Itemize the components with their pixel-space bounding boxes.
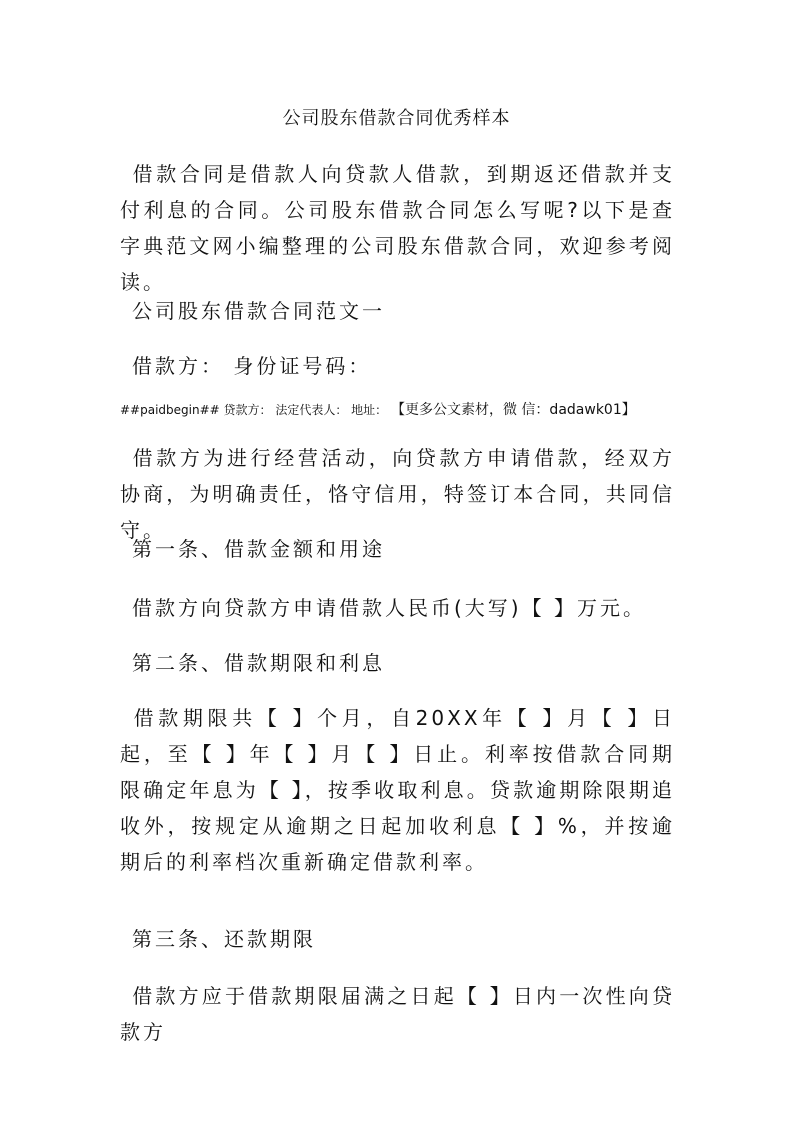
article3-heading: [120, 921, 675, 957]
intro-text: 借款合同是借款人向贷款人借款，到期返还借款并支付利息的合同。公司股东借款合同怎么写呢?以下是查字典范文网小编整理的公司股东借款合同，欢迎参考阅读。: [120, 162, 675, 294]
article1-body: [120, 590, 675, 626]
lender-line-left: ##paidbegin## 贷款方： 法定代表人： 地址：: [120, 403, 388, 417]
section-heading-text: 公司股东借款合同范文一: [132, 299, 385, 323]
article2-heading: [120, 645, 675, 681]
article1-body-text: 借款方向贷款方申请借款人民币(大写)【 】万元。: [132, 596, 646, 620]
article1-heading: [120, 531, 675, 567]
lender-line: [120, 400, 680, 420]
document-title: 公司股东借款合同优秀样本: [282, 108, 511, 129]
intro-paragraph: [120, 156, 675, 300]
lender-line-right: 【更多公文素材，微 信：dadawk01】: [390, 402, 636, 418]
article1-heading-text: 第一条、借款金额和用途: [132, 537, 385, 561]
article3-body-text: 借款方应于借款期限届满之日起【 】日内一次性向贷款方: [120, 984, 675, 1044]
article2-heading-text: 第二条、借款期限和利息: [132, 651, 385, 675]
section-heading: [120, 293, 675, 329]
borrower-line-text: 借款方： 身份证号码：: [132, 354, 372, 378]
article3-body: [120, 978, 675, 1050]
purpose-text: 借款方为进行经营活动，向贷款方申请借款，经双方协商，为明确责任，恪守信用，特签订本合同，共同信守。: [120, 446, 675, 542]
article3-heading-text: 第三条、还款期限: [132, 927, 316, 951]
article2-body-text: 借款期限共【 】个月，自20XX年【 】月【 】日起，至【 】年【 】月【 】日止。利率按借款合同期限确定年息为【 】，按季收取利息。贷款逾期除限期追收外，按规定从逾期之日起加收利息【 】%，并按逾期后的利率档次重新确定借款利率。: [120, 706, 675, 874]
article2-body: [120, 700, 675, 880]
borrower-line: [120, 348, 675, 384]
